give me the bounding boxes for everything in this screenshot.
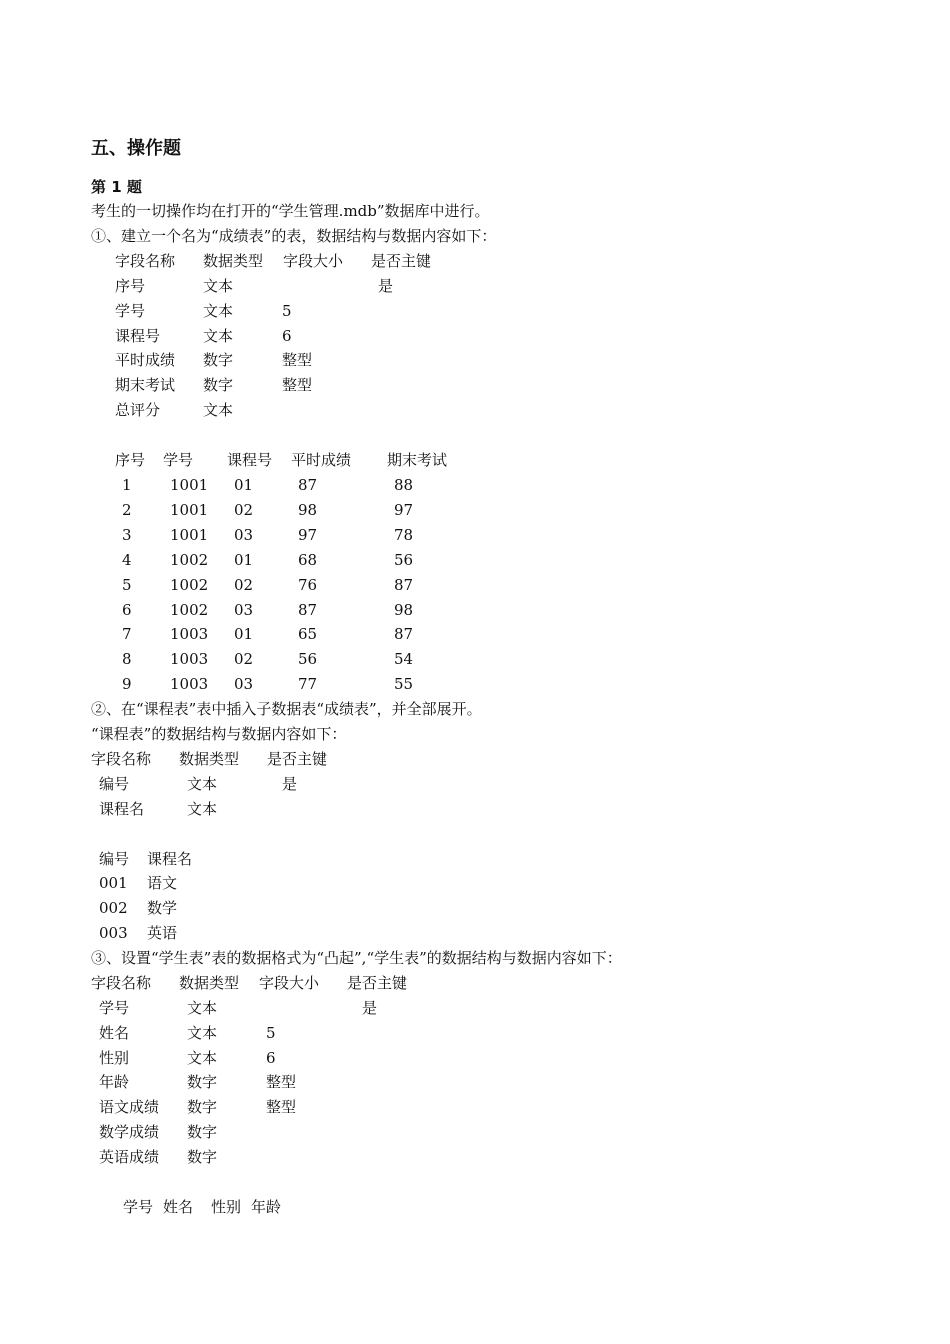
- table-header: 数据类型: [203, 252, 264, 270]
- table-cell: 68: [298, 551, 318, 569]
- table-header: 年龄: [251, 1198, 282, 1216]
- table-cell: 56: [298, 650, 318, 668]
- table-cell: 语文成绩: [99, 1098, 160, 1116]
- table-cell: 英语: [147, 924, 178, 942]
- table-cell: 01: [234, 625, 254, 643]
- table-cell: 1002: [170, 576, 209, 594]
- table-header: 字段大小: [283, 252, 344, 270]
- table-header: 课程号: [227, 451, 273, 469]
- table-cell: 02: [234, 650, 254, 668]
- table-cell: 年龄: [99, 1073, 130, 1091]
- table-cell: 87: [298, 476, 318, 494]
- table-cell: 数字: [203, 351, 234, 369]
- task2-text: ②、在“课程表”表中插入子数据表“成绩表”，并全部展开。: [91, 700, 482, 718]
- table-cell: 54: [394, 650, 414, 668]
- table-cell: 语文: [147, 874, 178, 892]
- table-cell: 文本: [203, 401, 234, 419]
- table-cell: 文本: [203, 277, 234, 295]
- table-cell: 1001: [170, 501, 209, 519]
- table-cell: 003: [99, 924, 128, 942]
- table-cell: 7: [122, 625, 132, 643]
- table-cell: 整型: [282, 351, 313, 369]
- table-cell: 文本: [187, 1024, 218, 1042]
- table-cell: 课程名: [99, 800, 145, 818]
- table-header: 字段名称: [91, 750, 152, 768]
- table-cell: 65: [298, 625, 318, 643]
- table-cell: 课程号: [115, 327, 161, 345]
- table-cell: 总评分: [115, 401, 161, 419]
- table-cell: 5: [122, 576, 132, 594]
- table-header: 是否主键: [347, 974, 408, 992]
- table-cell: 学号: [99, 999, 130, 1017]
- table-cell: 78: [394, 526, 414, 544]
- table-header: 字段名称: [115, 252, 176, 270]
- table-header: 字段名称: [91, 974, 152, 992]
- table-cell: 97: [298, 526, 318, 544]
- table-cell: 数字: [187, 1098, 218, 1116]
- table-cell: 姓名: [99, 1024, 130, 1042]
- table-cell: 平时成绩: [115, 351, 176, 369]
- table-cell: 87: [298, 601, 318, 619]
- table-cell: 98: [394, 601, 414, 619]
- table-cell: 02: [234, 576, 254, 594]
- table-header: 性别: [211, 1198, 242, 1216]
- table-cell: 数字: [187, 1073, 218, 1091]
- table-cell: 6: [282, 327, 292, 345]
- table-cell: 4: [122, 551, 132, 569]
- table-cell: 文本: [187, 1049, 218, 1067]
- table-cell: 02: [234, 501, 254, 519]
- table-cell: 03: [234, 675, 254, 693]
- table-cell: 数学成绩: [99, 1123, 160, 1141]
- table-cell: 03: [234, 526, 254, 544]
- table-cell: 期末考试: [115, 376, 176, 394]
- table-cell: 是: [282, 775, 298, 793]
- table-cell: 整型: [282, 376, 313, 394]
- table-cell: 77: [298, 675, 318, 693]
- table-header: 数据类型: [179, 750, 240, 768]
- table-cell: 1002: [170, 601, 209, 619]
- table-header: 平时成绩: [291, 451, 352, 469]
- question-title: 第 1 题: [91, 178, 142, 196]
- table-header: 姓名: [163, 1198, 194, 1216]
- table-cell: 性别: [99, 1049, 130, 1067]
- table-cell: 1003: [170, 650, 209, 668]
- task1-text: ①、建立一个名为“成绩表”的表，数据结构与数据内容如下：: [91, 227, 497, 245]
- table-cell: 8: [122, 650, 132, 668]
- table-cell: 文本: [187, 800, 218, 818]
- table-header: 字段大小: [259, 974, 320, 992]
- table-header: 是否主键: [371, 252, 432, 270]
- table-header: 序号: [115, 451, 146, 469]
- table-cell: 1003: [170, 675, 209, 693]
- table-cell: 整型: [266, 1098, 297, 1116]
- table-cell: 97: [394, 501, 414, 519]
- table-cell: 是: [378, 277, 394, 295]
- table-cell: 数字: [187, 1148, 218, 1166]
- table-cell: 文本: [203, 327, 234, 345]
- table-cell: 文本: [203, 302, 234, 320]
- table-cell: 56: [394, 551, 414, 569]
- table-cell: 是: [362, 999, 378, 1017]
- table-cell: 6: [266, 1049, 276, 1067]
- table-cell: 001: [99, 874, 128, 892]
- table-cell: 1001: [170, 476, 209, 494]
- table-cell: 03: [234, 601, 254, 619]
- table-cell: 98: [298, 501, 318, 519]
- table-cell: 1: [122, 476, 132, 494]
- table-header: 学号: [123, 1198, 154, 1216]
- table-cell: 1002: [170, 551, 209, 569]
- table-cell: 01: [234, 551, 254, 569]
- table-cell: 76: [298, 576, 318, 594]
- table-cell: 文本: [187, 999, 218, 1017]
- task2-subtext: “课程表”的数据结构与数据内容如下：: [91, 725, 347, 743]
- task3-text: ③、设置“学生表”表的数据格式为“凸起”,“学生表”的数据结构与数据内容如下：: [91, 949, 622, 967]
- table-header: 编号: [99, 850, 130, 868]
- table-cell: 2: [122, 501, 132, 519]
- table-cell: 002: [99, 899, 128, 917]
- table-cell: 01: [234, 476, 254, 494]
- table-cell: 87: [394, 576, 414, 594]
- table-header: 期末考试: [387, 451, 448, 469]
- table-cell: 55: [394, 675, 414, 693]
- table-cell: 数字: [203, 376, 234, 394]
- table-cell: 整型: [266, 1073, 297, 1091]
- table-header: 课程名: [147, 850, 193, 868]
- table-cell: 5: [282, 302, 292, 320]
- table-cell: 1001: [170, 526, 209, 544]
- table-cell: 英语成绩: [99, 1148, 160, 1166]
- table-cell: 6: [122, 601, 132, 619]
- table-header: 学号: [163, 451, 194, 469]
- table-cell: 88: [394, 476, 414, 494]
- table-header: 数据类型: [179, 974, 240, 992]
- section-title: 五、操作题: [91, 138, 181, 159]
- table-cell: 1003: [170, 625, 209, 643]
- table-cell: 文本: [187, 775, 218, 793]
- table-cell: 序号: [115, 277, 146, 295]
- table-cell: 3: [122, 526, 132, 544]
- table-cell: 5: [266, 1024, 276, 1042]
- table-cell: 9: [122, 675, 132, 693]
- table-cell: 87: [394, 625, 414, 643]
- table-cell: 数学: [147, 899, 178, 917]
- table-header: 是否主键: [267, 750, 328, 768]
- table-cell: 数字: [187, 1123, 218, 1141]
- table-cell: 学号: [115, 302, 146, 320]
- table-cell: 编号: [99, 775, 130, 793]
- intro-text: 考生的一切操作均在打开的“学生管理.mdb”数据库中进行。: [91, 202, 490, 220]
